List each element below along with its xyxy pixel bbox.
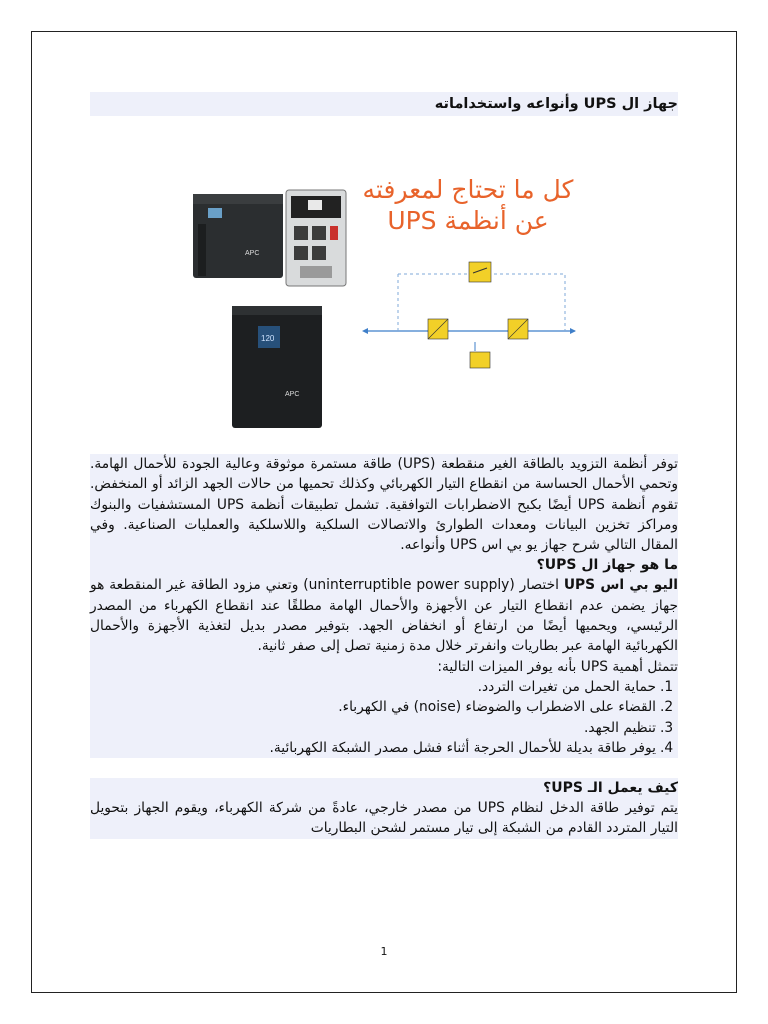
ups-lead-term: اليو بي اس UPS: [563, 577, 678, 594]
ups-illustration: [90, 116, 678, 454]
ups-block-diagram: [362, 262, 576, 368]
section-heading-how-ups-works: كيف يعمل الـ UPS؟: [90, 778, 678, 798]
svg-text:120: 120: [261, 334, 275, 343]
ups-importance-line: تتمثل أهمية UPS بأنه يوفر الميزات التالية:: [90, 657, 678, 677]
document-body: [90, 92, 678, 839]
figure-headline-2: عن أنظمة UPS: [387, 206, 549, 235]
ups-operation-paragraph: يتم توفير طاقة الدخل لنظام UPS من مصدر خارجي، عادةً من شركة الكهرباء، ويقوم الجهاز بتحويل التيار المتردد القادم من الشبكة إلى تيار مستمر لشحن البطاريات: [90, 798, 678, 839]
document-title: جهاز ال UPS وأنواعه واستخداماته: [90, 92, 678, 116]
list-item: 3. تنظيم الجهد.: [584, 719, 674, 736]
figure-headline-1: كل ما تحتاج لمعرفته: [362, 175, 574, 204]
ups-tower-black-image: [232, 306, 322, 428]
svg-text:APC: APC: [245, 250, 260, 257]
ups-features-list: [90, 677, 678, 758]
ups-definition-paragraph: اليو بي اس UPS اختصار (uninterruptible power supply) وتعني مزود الطاقة غير المنقطعة هو جهاز يضمن عدم انقطاع التيار عن الأجهزة والأحمال الهامة مطلقًا عند انقطاع الكهرباء من المصدر الرئيسي، ويحميها أيضًا من ارتفاع أو انخفاض الجهد. بتوفير مصدر بديل لتغذية الأجهزة والأحمال الكهربائية الهامة عبر بطاريات وانفرتر خلال مدة زمنية تصل إلى صفر ثانية.: [90, 575, 678, 656]
page-number: 1: [380, 945, 388, 958]
ups-figure: [90, 116, 678, 454]
list-item: 4. يوفر طاقة بديلة للأحمال الحرجة أثناء فشل مصدر الشبكة الكهربائية.: [269, 739, 674, 756]
list-item: 2. القضاء على الاضطراب والضوضاء (noise) في الكهرباء.: [338, 699, 674, 716]
svg-text:APC: APC: [285, 391, 300, 398]
list-item: 1. حماية الحمل من تغيرات التردد.: [477, 678, 674, 695]
intro-paragraph: توفر أنظمة التزويد بالطاقة الغير منقطعة (UPS) طاقة مستمرة موثوقة وعالية الجودة للأحمال الهامة. وتحمي الأحمال الحساسة من انقطاع التيار الكهربائي وكذلك تحميها من حالات الجهد الزائد أو المنخفض. تقوم أنظمة UPS أيضًا بكبح الاضطرابات التوافقية. تشمل تطبيقات أنظمة UPS المستشفيات والبنوك ومراكز تخزين البيانات ومعدات الطوارئ والاتصالات السلكية واللاسلكية والعمليات الصناعية. وفي المقال التالي شرح جهاز يو بي اس UPS وأنواعه.: [90, 454, 678, 555]
ups-tower-front-image: [193, 194, 283, 278]
section-heading-what-is-ups: ما هو جهاز ال UPS؟: [90, 555, 678, 575]
ups-back-panel-image: [286, 190, 346, 286]
